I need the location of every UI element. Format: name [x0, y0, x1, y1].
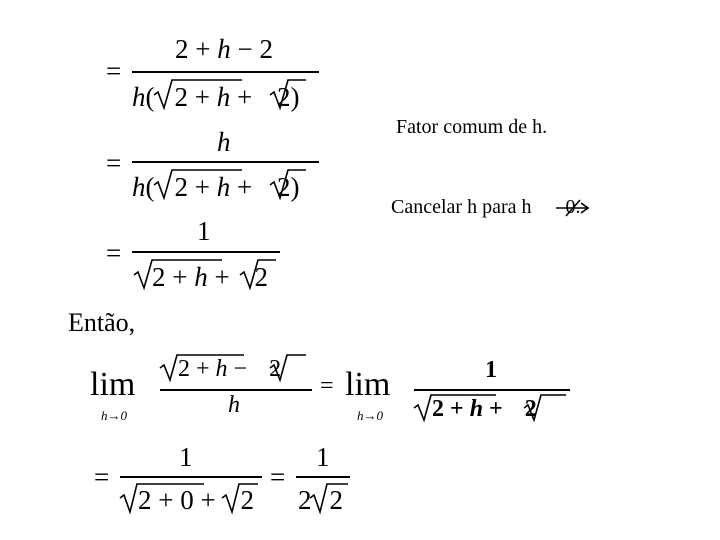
final-numerator-1: 1 [179, 442, 193, 472]
lhs-numerator: 2 + h − 2 [178, 356, 282, 382]
sqrt-icon [240, 260, 276, 288]
cancel-note-suffix: 0. [565, 196, 581, 218]
rhs-denominator: 2 + h + 2 [432, 396, 537, 422]
lim-right: lim [345, 366, 391, 403]
sqrt-icon [270, 80, 306, 108]
step3-numerator: 1 [197, 216, 211, 246]
sqrt-icon [270, 355, 306, 380]
sqrt-icon [160, 355, 244, 380]
step1-denominator: h( 2 + h + 2) [132, 82, 300, 112]
sqrt-icon [310, 484, 348, 512]
cancel-note-prefix: Cancelar h para h [391, 196, 532, 218]
equals-sign: = [106, 56, 122, 86]
rhs-numerator: 1 [485, 357, 497, 383]
common-factor-note: Fator comum de h. [396, 116, 548, 138]
step2-denominator: h( 2 + h + 2) [132, 172, 300, 202]
entao-label: Então, [68, 308, 136, 337]
sqrt-icon [154, 80, 242, 108]
lim-subscript-left: h→0 [101, 408, 127, 423]
step2-numerator: h [217, 127, 231, 157]
sqrt-icon [154, 170, 242, 198]
final-numerator-2: 1 [316, 442, 330, 472]
sqrt-icon [270, 170, 306, 198]
sqrt-icon [134, 260, 222, 288]
sqrt-icon [524, 395, 566, 420]
lim-left: lim [90, 366, 136, 403]
step1-numerator: 2 + h − 2 [175, 34, 273, 64]
lim-subscript-right: h→0 [357, 408, 383, 423]
final-denominator-2: 2 2 [298, 485, 343, 515]
equals-sign: = [106, 238, 122, 268]
equals-sign: = [270, 462, 286, 492]
equals-sign: = [106, 148, 122, 178]
sqrt-icon [222, 484, 258, 512]
sqrt-icon [414, 395, 496, 420]
sqrt-icon [120, 484, 204, 512]
equals-sign: = [320, 373, 334, 399]
step3-denominator: 2 + h + 2 [152, 262, 268, 292]
equals-sign: = [94, 462, 110, 492]
lhs-denominator: h [228, 392, 240, 418]
final-denominator-1: 2 + 0 + 2 [138, 485, 254, 515]
